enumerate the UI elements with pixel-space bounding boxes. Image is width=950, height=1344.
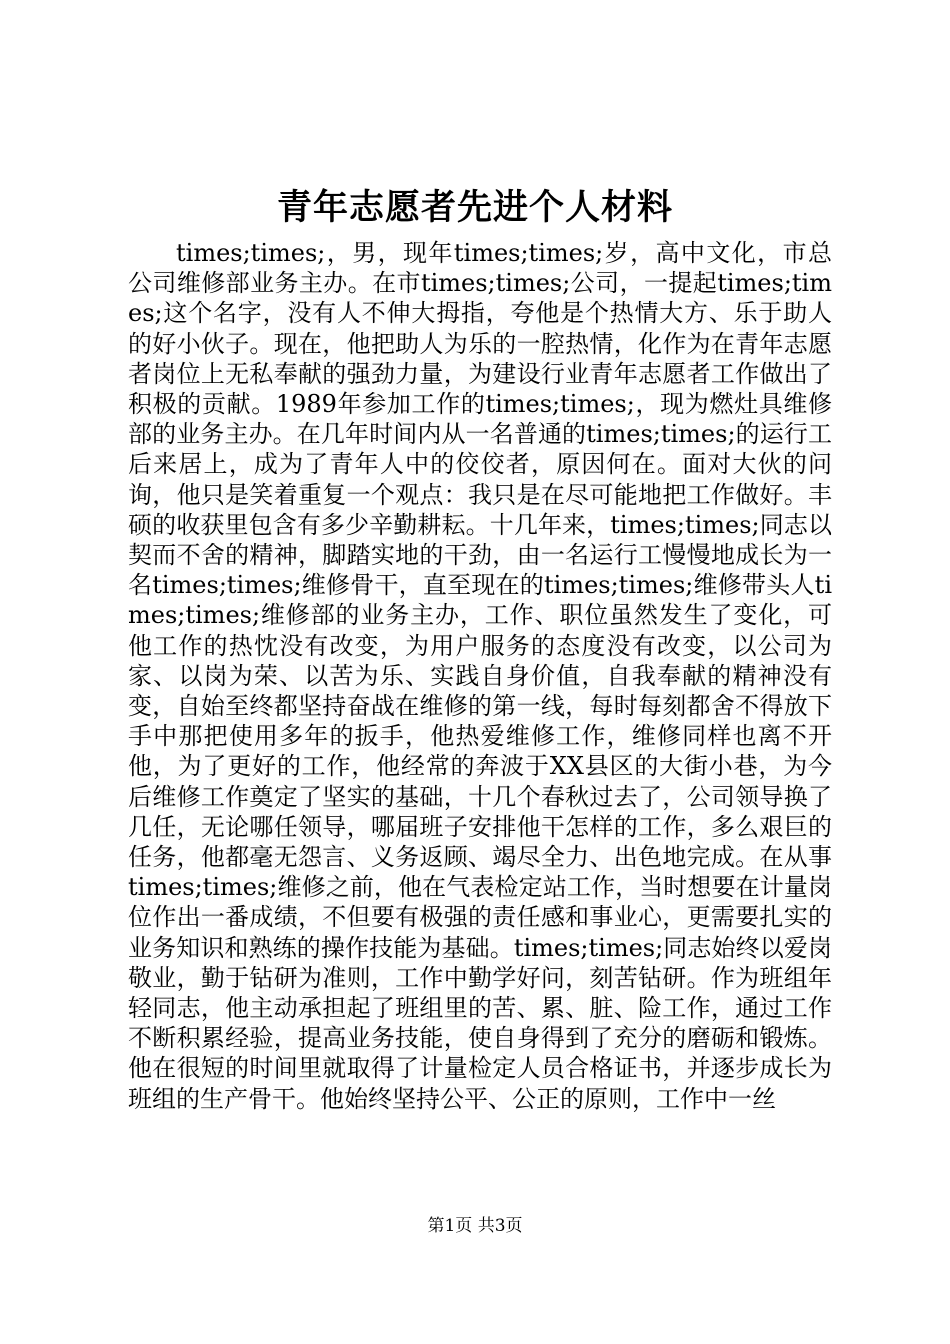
body-paragraph: times;times;，男，现年times;times;岁，高中文化，市总公司维修部业务主办。在市times;times;公司，一提起times;times;这个名字，没有人不伸大拇指，夸他是个热情大方、乐于助人的好小伙子。现在，他把助人为乐的一腔热情，化作为在青年志愿者岗位上无私奉献的强劲力量，为建设行业青年志愿者工作做出了积极的贡献。1989年参加工作的times;times;，现为燃灶具维修部的业务主办。在几年时间内从一名普通的times;times;的运行工后来居上，成为了青年人中的佼佼者，原因何在。面对大伙的问询，他只是笑着重复一个观点：我只是在尽可能地把工作做好。丰硕的收获里包含有多少辛勤耕耘。十几年来，times;times;同志以契而不舍的精神，脚踏实地的干劲，由一名运行工慢慢地成长为一名times;times;维修骨干，直至现在的times;times;维修带头人times;times;维修部的业务主办，工作、职位虽然发生了变化，可他工作的热忱没有改变，为用户服务的态度没有改变，以公司为家、以岗为荣、以苦为乐、实践自身价值，自我奉献的精神没有变，自始至终都坚持奋战在维修的第一线，每时每刻都舍不得放下手中那把使用多年的扳手，他热爱维修工作，维修同样也离不开他，为了更好的工作，他经常的奔波于XX县区的大街小巷，为今后维修工作奠定了坚实的基础，十几个春秋过去了，公司领导换了几任，无论哪任领导，哪届班子安排他干怎样的工作，多么艰巨的任务，他都毫无怨言、义务返顾、竭尽全力、出色地完成。在从事times;times;维修之前，他在气表检定站工作，当时想要在计量岗位作出一番成绩，不但要有极强的责任感和事业心，更需要扎实的业务知识和熟练的操作技能为基础。times;times;同志始终以爱岗敬业，勤于钻研为准则，工作中勤学好问，刻苦钻研。作为班组年轻同志，他主动承担起了班组里的苦、累、脏、险工作，通过工作不断积累经验，提高业务技能，使自身得到了充分的磨砺和锻炼。他在很短的时间里就取得了计量检定人员合格证书，并逐步成长为班组的生产骨干。他始终坚持公平、公正的原则，工作中一丝 xyxy=(128,239,832,1113)
page-number-footer: 第1页 共3页 xyxy=(427,1216,523,1236)
document-title: 青年志愿者先进个人材料 xyxy=(276,187,673,228)
